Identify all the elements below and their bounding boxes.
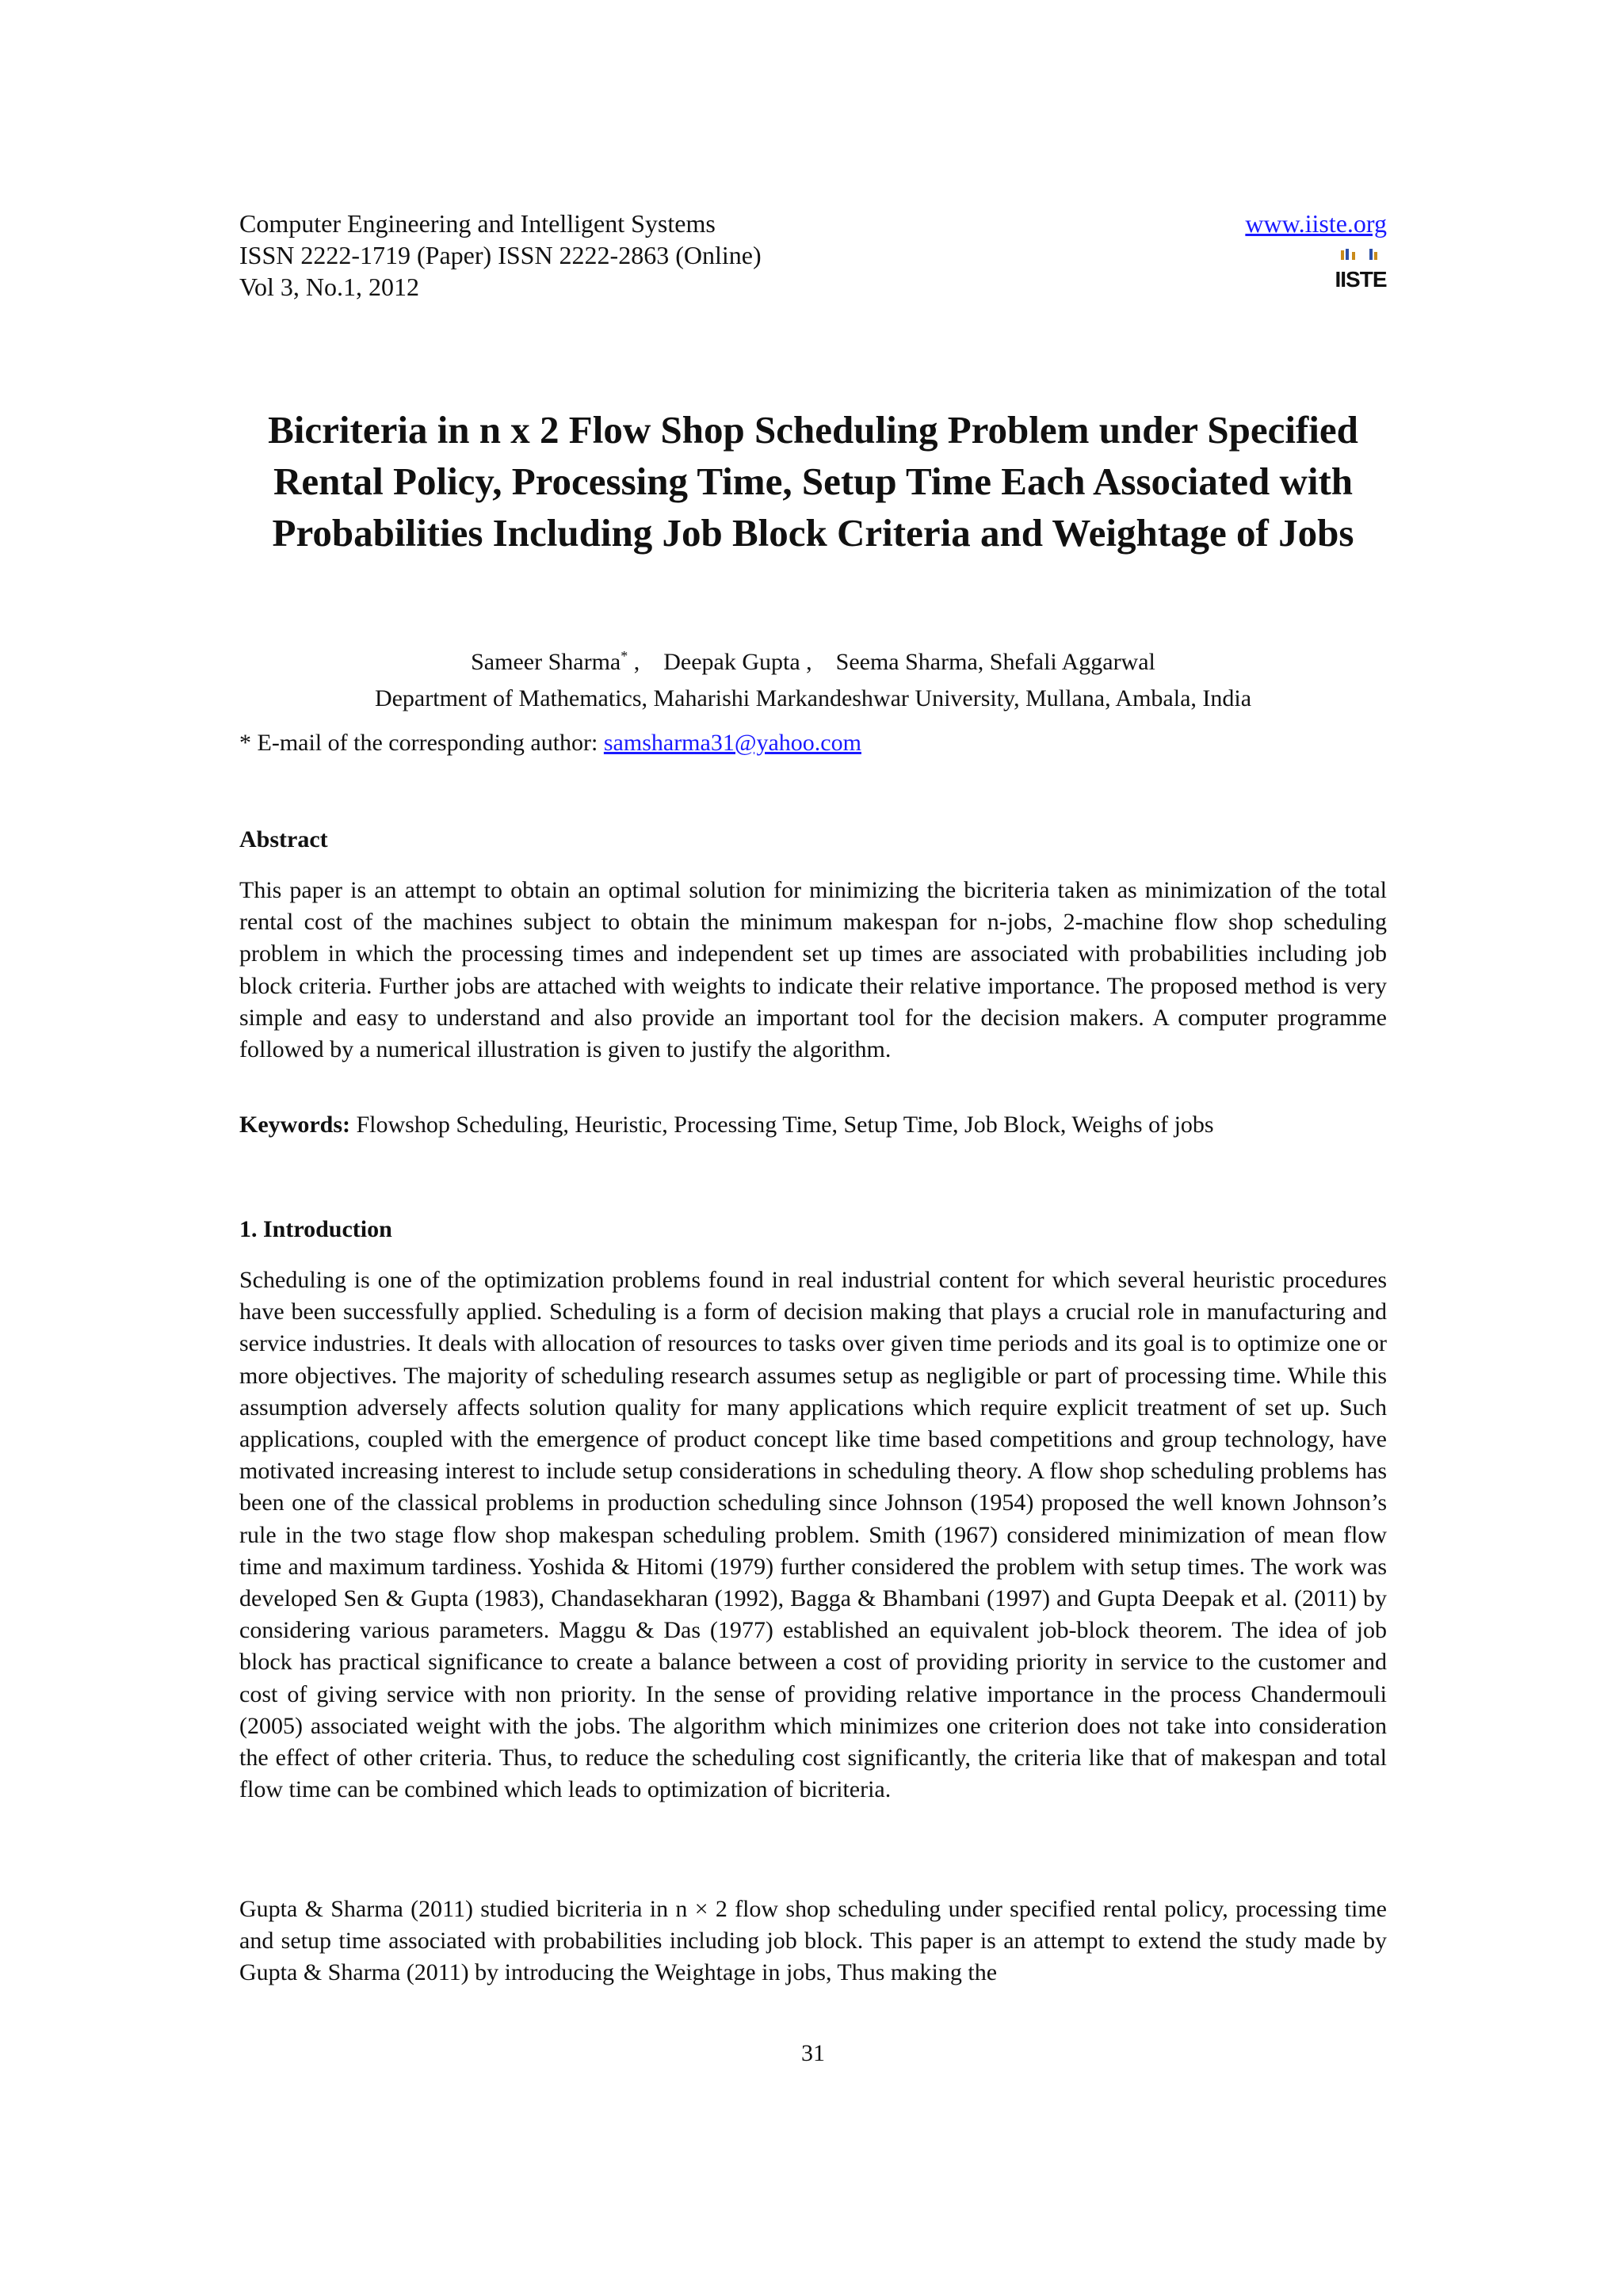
- first-author: Sameer Sharma: [471, 649, 621, 675]
- journal-volume: Vol 3, No.1, 2012: [239, 273, 419, 301]
- email-link[interactable]: samsharma31@yahoo.com: [603, 730, 861, 756]
- corresponding-mark: *: [621, 648, 628, 664]
- other-authors: , Deepak Gupta , Seema Sharma, Shefali Aggarwal: [628, 649, 1155, 675]
- keywords-line: [239, 1109, 1387, 1141]
- introduction-paragraph-1: Scheduling is one of the optimization problems found in real industrial content for which several heuristic procedures have been successfully applied. Scheduling is a form of decision making that plays a crucial role in manufacturing and service industries. It deals with allocation of resources to tasks over given time periods and its goal is to optimize one or more objectives. The majority of scheduling research assumes setup as negligible or part of processing time. While this assumption adversely affects solution quality for many applications which require explicit treatment of set up. Such applications, coupled with the emergence of product concept like time based competitions and group technology, have motivated increasing interest to include setup considerations in scheduling theory. A flow shop scheduling problems has been one of the classical problems in production scheduling since Johnson (1954) proposed the well known Johnson’s rule in the two stage flow shop makespan scheduling problem. Smith (1967) considered minimization of mean flow time and maximum tardiness. Yoshida & Hitomi (1979) further considered the problem with setup times. The work was developed Sen & Gupta (1983), Chandasekharan (1992), Bagga & Bhambani (1997) and Gupta Deepak et al. (2011) by considering various parameters. Maggu & Das (1977) established an equivalent job-block theorem. The idea of job block has practical significance to create a balance between a cost of providing priority in service to the customer and cost of giving service with non priority. In the sense of providing relative importance in the process Chandermouli (2005) associated weight with the jobs. The algorithm which minimizes one criterion does not take into consideration the effect of other criteria. Thus, to reduce the scheduling cost significantly, the criteria like that of makespan and total flow time can be combined which leads to optimization of bicriteria.: [239, 1267, 1387, 1803]
- website-link[interactable]: www.iiste.org: [1245, 209, 1387, 238]
- introduction-paragraph-2: Gupta & Sharma (2011) studied bicriteria in n × 2 flow shop scheduling under specified rental policy, processing time and setup time associated with probabilities including job block. This paper is an attempt to extend the study made by Gupta & Sharma (2011) by introducing the Weightage in jobs, Thus making the: [239, 1896, 1387, 1986]
- corresponding-email: [239, 727, 1387, 759]
- keywords-label: Keywords:: [239, 1112, 350, 1138]
- keywords-text: Flowshop Scheduling, Heuristic, Processing Time, Setup Time, Job Block, Weighs of jobs: [349, 1112, 1214, 1138]
- journal-info: [239, 208, 762, 303]
- abstract-text: This paper is an attempt to obtain an optimal solution for minimizing the bicriteria taken as minimization of the total rental cost of the machines subject to obtain the minimum makespan for n-jobs, 2-machine flow shop scheduling problem in which the processing times and independent set up times are associated with probabilities including job block criteria. Further jobs are attached with weights to indicate their relative importance. The proposed method is very simple and easy to understand and also provide an important tool for the decision makers. A computer programme followed by a numerical illustration is given to justify the algorithm.: [239, 877, 1387, 1063]
- abstract-heading: Abstract: [239, 826, 328, 852]
- introduction-heading: 1. Introduction: [239, 1216, 392, 1242]
- journal-header: [239, 208, 1387, 311]
- iiste-logo-icon: [1335, 247, 1387, 299]
- journal-name: Computer Engineering and Intelligent Systems: [239, 209, 716, 238]
- email-label: * E-mail of the corresponding author:: [239, 730, 604, 756]
- page-number: 31: [801, 2040, 825, 2066]
- author-list: [239, 640, 1387, 678]
- journal-issn: ISSN 2222-1719 (Paper) ISSN 2222-2863 (Online): [239, 241, 762, 269]
- journal-site: [1245, 208, 1387, 307]
- affiliation: Department of Mathematics, Maharishi Markandeshwar University, Mullana, Ambala, India: [374, 685, 1252, 711]
- paper-title: Bicriteria in n x 2 Flow Shop Scheduling Problem under Specified Rental Policy, Processing Time, Setup Time Each Associated with Probabilities Including Job Block Criteria and Weightage of Jobs: [268, 408, 1358, 555]
- logo-text: IISTE: [1335, 267, 1387, 292]
